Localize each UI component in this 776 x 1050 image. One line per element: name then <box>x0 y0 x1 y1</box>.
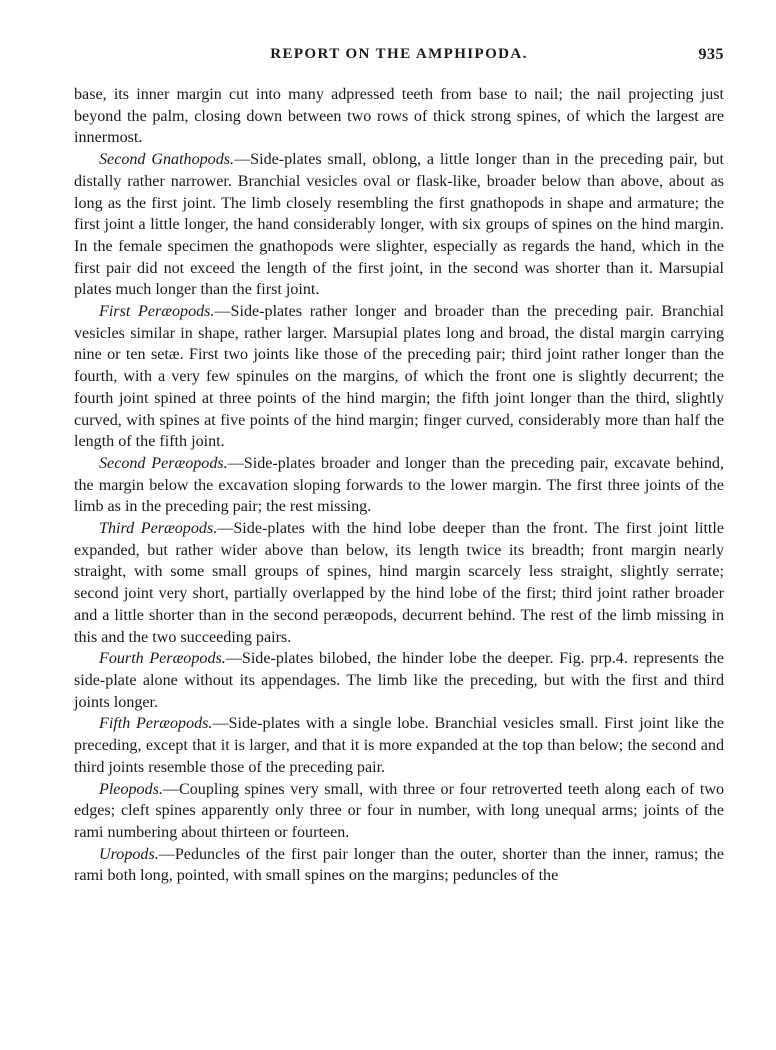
paragraph-text: —Coupling spines very small, with three or four retroverted teeth along each of two edges; cleft spines apparently only three or four in number, with long unequal arms; joints of the rami numbering about thirteen or fourteen. <box>74 780 724 841</box>
running-header <box>74 46 724 72</box>
section-heading: Second Peræopods. <box>99 454 228 472</box>
paragraph-text: —Side-plates with the hind lobe deeper than the front. The first joint little expanded, but rather wider above than below, its length twice its breadth; front margin nearly straight, with some small groups of spines, hind margin scarcely less straight, slightly serrate; second joint very short, partially overlapped by the hind lobe of the first; third joint rather broader and a little shorter than in the second peræopods, decurrent behind. The rest of the limb missing in this and the two succeeding pairs. <box>74 520 725 646</box>
paragraph-first-peraeopods <box>74 301 724 453</box>
section-heading: Fifth Peræopods. <box>99 715 213 733</box>
paragraph-third-peraeopods <box>74 518 724 648</box>
paragraph-text: —Side-plates rather longer and broader than the preceding pair. Branchial vesicles similar in shape, rather larger. Marsupial plates long and broad, the distal margin carrying nine or ten setæ. First two joints like those of the preceding pair; third joint rather longer than the fourth, with a very few spinules on the margins, of which the front one is slightly decurrent; the fourth joint spined at three points of the hind margin; the fifth joint longer than the third, slightly curved, with spines at five points of the hind margin; finger curved, considerably more than half the length of the fifth joint. <box>74 303 724 451</box>
section-heading: Fourth Peræopods. <box>99 650 226 668</box>
section-heading: Second Gnathopods. <box>99 151 235 169</box>
header-title: REPORT ON THE AMPHIPODA. <box>270 46 528 62</box>
paragraph-pleopods <box>74 779 724 844</box>
page-number: 935 <box>698 46 724 63</box>
paragraph-fifth-peraeopods <box>74 713 724 778</box>
paragraph-fourth-peraeopods <box>74 648 724 713</box>
paragraph <box>74 84 724 149</box>
section-heading: First Peræopods. <box>99 303 215 321</box>
paragraph-text: —Peduncles of the first pair longer than the outer, shorter than the inner, ramus; the rami both long, pointed, with small spines on the margins; peduncles of the <box>74 845 724 885</box>
section-heading: Uropods. <box>99 845 159 863</box>
section-heading: Third Peræopods. <box>99 520 218 538</box>
paragraph-text: —Side-plates small, oblong, a little longer than in the preceding pair, but distally rather narrower. Branchial vesicles oval or flask-like, broader below than above, about as long as the first joint. The limb closely resembling the first gnathopods in shape and armature; the first joint a little longer, the hand considerably longer, with six groups of spines on the hind margin. In the female specimen the gnathopods were slighter, especially as regards the hand, which in the first pair did not exceed the length of the first joint, in the second was shorter than it. Marsupial plates much longer than the first joint. <box>74 151 724 299</box>
paragraph-second-peraeopods <box>74 453 724 518</box>
paragraph-second-gnathopods <box>74 149 724 301</box>
section-heading: Pleopods. <box>99 780 163 798</box>
body-text <box>74 84 724 887</box>
paragraph-uropods <box>74 844 724 887</box>
paragraph-text: —Side-plates broader and longer than the preceding pair, excavate behind, the margin below the excavation sloping forwards to the lower margin. The first three joints of the limb as in the preceding pair; the rest missing. <box>74 454 724 516</box>
paragraph-text: —Side-plates bilobed, the hinder lobe the deeper. Fig. prp.4. represents the side-plate alone without its appendages. The limb like the preceding, but with the first and third joints longer. <box>74 650 724 711</box>
paragraph-text: —Side-plates with a single lobe. Branchial vesicles small. First joint like the preceding, except that it is larger, and that it is more expanded at the top than below; the second and third joints resemble those of the preceding pair. <box>74 715 724 776</box>
paragraph-text: base, its inner margin cut into many adpressed teeth from base to nail; the nail projecting just beyond the palm, closing down between two rows of thick strong spines, of which the largest are innermost. <box>74 86 724 147</box>
